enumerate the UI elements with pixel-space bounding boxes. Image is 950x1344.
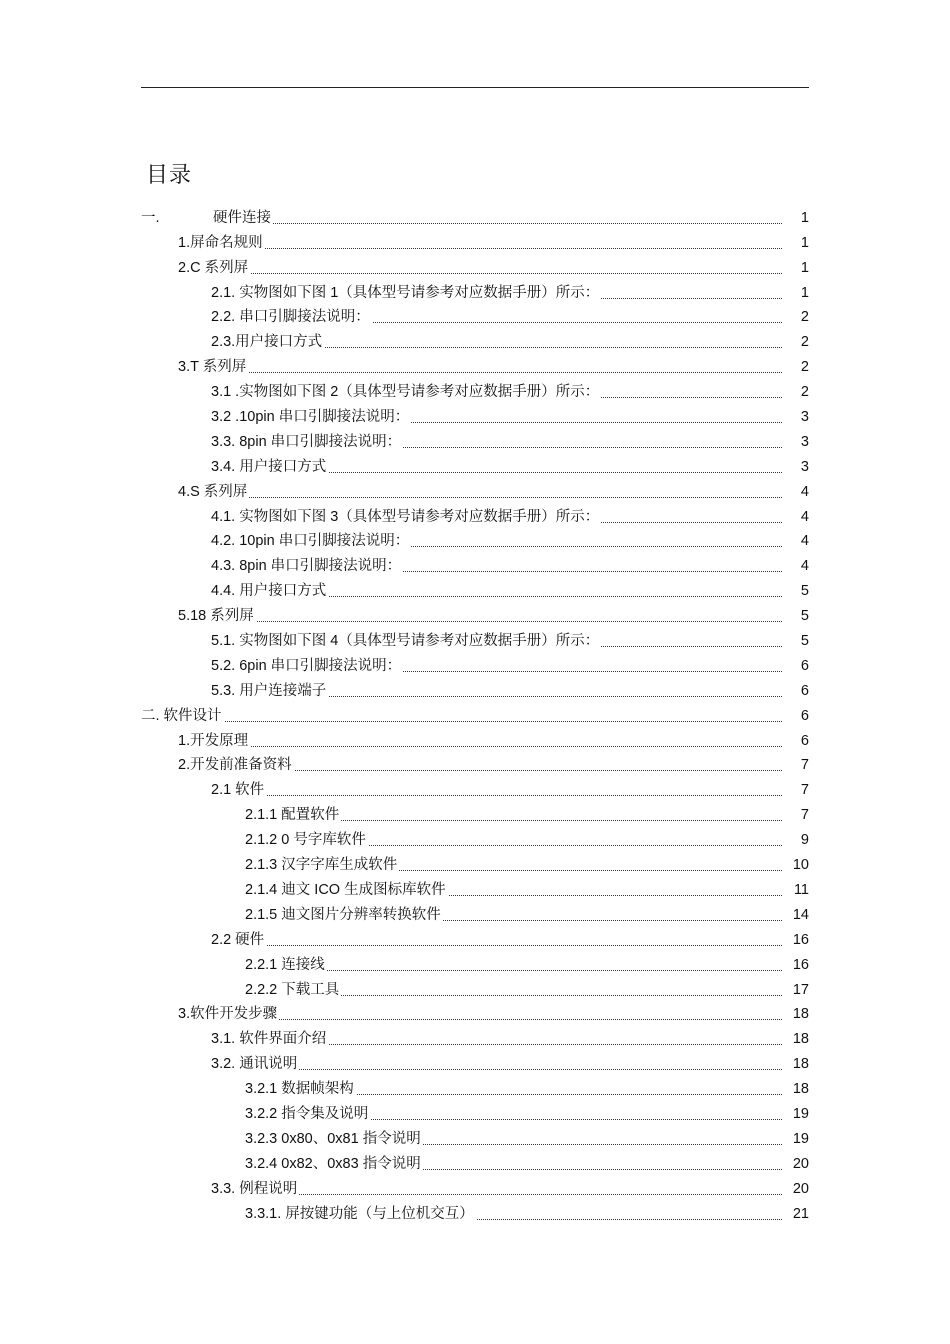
toc-entry-title: [211, 931, 266, 949]
toc-entry-title: [178, 607, 256, 625]
toc-entry[interactable]: [0, 1001, 950, 1026]
toc-entry-page: 18: [782, 1005, 809, 1023]
toc-entry-title: [245, 806, 341, 824]
toc-entry-page: 10: [782, 856, 809, 874]
toc-entry-label: 2.2 硬件: [211, 931, 265, 948]
toc-entry-title: [211, 682, 328, 700]
toc-entry-title: [211, 657, 403, 675]
toc-entry-page: 2: [782, 333, 809, 351]
toc-dot-leader: [178, 248, 800, 249]
toc-entry-label: 4.4. 用户接口方式: [211, 583, 327, 600]
toc-entry[interactable]: [0, 1075, 950, 1100]
toc-entry-title: [178, 1005, 279, 1023]
toc-entry[interactable]: [0, 1150, 950, 1175]
toc-entry-label: 硬件连接: [213, 209, 271, 226]
toc-entry[interactable]: [0, 378, 950, 403]
toc-entry-page: 3: [782, 408, 809, 426]
toc-entry-title: [178, 483, 249, 501]
toc-entry-page: 19: [782, 1105, 809, 1123]
toc-entry-label: 5.3. 用户连接端子: [211, 682, 327, 699]
toc-entry[interactable]: [0, 951, 950, 976]
toc-entry-title: [211, 532, 411, 550]
toc-entry-page: 7: [782, 806, 809, 824]
toc-entry-page: 5: [782, 582, 809, 600]
toc-dot-leader: [178, 372, 800, 373]
toc-entry[interactable]: [0, 1125, 950, 1150]
toc-entry-page: 3: [782, 458, 809, 476]
toc-entry-title: [178, 234, 265, 252]
toc-entry[interactable]: [0, 826, 950, 851]
toc-entry[interactable]: [0, 577, 950, 602]
toc-entry-title: [245, 881, 448, 899]
toc-entry-page: 2: [782, 308, 809, 326]
toc-entry-title: [245, 1080, 356, 1098]
table-of-contents: [0, 204, 950, 1225]
toc-entry-label: 3.2.2 指令集及说明: [245, 1105, 369, 1122]
toc-dot-leader: [178, 746, 800, 747]
toc-entry-label: 2.1.2 0 号字库软件: [245, 832, 366, 849]
toc-entry-page: 16: [782, 956, 809, 974]
toc-entry[interactable]: [0, 428, 950, 453]
toc-entry-page: 7: [782, 756, 809, 774]
toc-entry-page: 6: [782, 682, 809, 700]
toc-entry[interactable]: [0, 1175, 950, 1200]
toc-entry-page: 1: [782, 234, 809, 252]
toc-entry-page: 4: [782, 483, 809, 501]
toc-entry-page: 1: [782, 284, 809, 302]
toc-entry[interactable]: [0, 851, 950, 876]
toc-entry-label: 1.屏命名规则: [178, 234, 263, 251]
toc-entry-page: 7: [782, 781, 809, 799]
toc-dot-leader: [141, 721, 800, 722]
toc-entry-label: 1.开发原理: [178, 732, 249, 749]
toc-entry-title: [141, 707, 224, 725]
toc-entry-label: 2.开发前准备资料: [178, 757, 292, 774]
toc-entry[interactable]: [0, 1025, 950, 1050]
toc-entry-title: [245, 906, 443, 924]
toc-entry-title: [245, 1130, 423, 1148]
toc-entry-label: 2.1. 实物图如下图 1（具体型号请参考对应数据手册）所示：: [211, 284, 600, 301]
toc-entry-page: 2: [782, 383, 809, 401]
toc-entry-label: 3.3. 例程说明: [211, 1180, 298, 1197]
toc-entry[interactable]: [0, 876, 950, 901]
toc-entry-page: 4: [782, 508, 809, 526]
toc-entry-page: 4: [782, 532, 809, 550]
toc-dot-leader: [178, 621, 800, 622]
toc-entry-title: [245, 1155, 423, 1173]
toc-entry-page: 21: [782, 1205, 809, 1223]
toc-entry-page: 4: [782, 557, 809, 575]
toc-entry[interactable]: [0, 652, 950, 677]
toc-entry-title: [211, 508, 601, 526]
toc-entry-label: 4.3. 8pin 串口引脚接法说明：: [211, 558, 402, 575]
toc-entry-label: 3.2. 通讯说明: [211, 1056, 298, 1073]
toc-entry-title: [211, 1030, 328, 1048]
toc-entry[interactable]: [0, 304, 950, 329]
toc-entry-label: 二. 软件设计: [141, 707, 222, 724]
toc-entry[interactable]: [0, 328, 950, 353]
toc-entry-label: 2.1.1 配置软件: [245, 807, 340, 824]
toc-entry-page: 16: [782, 931, 809, 949]
toc-entry[interactable]: [0, 727, 950, 752]
toc-entry-label: 3.T 系列屏: [178, 359, 247, 376]
toc-entry-page: 2: [782, 358, 809, 376]
toc-entry-label: 3.2 .10pin 串口引脚接法说明：: [211, 409, 410, 426]
toc-entry[interactable]: [0, 1100, 950, 1125]
toc-dot-leader: [245, 970, 800, 971]
header-rule: [141, 87, 809, 88]
toc-entry-label: 2.2. 串口引脚接法说明：: [211, 309, 370, 326]
toc-entry-page: 6: [782, 657, 809, 675]
toc-entry-title: [211, 781, 266, 799]
toc-entry-title: [178, 732, 250, 750]
toc-dot-leader: [178, 273, 800, 274]
toc-dot-leader: [211, 1069, 800, 1070]
toc-entry-page: 11: [782, 881, 809, 899]
toc-entry-title: [211, 458, 328, 476]
toc-entry-label: 2.3.用户接口方式: [211, 334, 323, 351]
toc-entry-title: [178, 756, 294, 774]
toc-entry-page: 1: [782, 259, 809, 277]
toc-entry[interactable]: [0, 1050, 950, 1075]
toc-entry-page: 14: [782, 906, 809, 924]
toc-entry-title: [211, 284, 601, 302]
toc-entry-label: 5.2. 6pin 串口引脚接法说明：: [211, 657, 402, 674]
toc-entry-label: 3.2.3 0x80、0x81 指令说明: [245, 1130, 421, 1147]
toc-entry-label: 5.1. 实物图如下图 4（具体型号请参考对应数据手册）所示：: [211, 633, 600, 650]
toc-entry-label: 4.1. 实物图如下图 3（具体型号请参考对应数据手册）所示：: [211, 508, 600, 525]
toc-entry-title: [211, 408, 411, 426]
toc-dot-leader: [178, 497, 800, 498]
toc-entry-page: 9: [782, 831, 809, 849]
toc-entry[interactable]: [0, 204, 950, 229]
toc-entry-title: [211, 632, 601, 650]
toc-entry-page: 17: [782, 981, 809, 999]
toc-dot-leader: [211, 945, 800, 946]
toc-entry-label: 3.2.4 0x82、0x83 指令说明: [245, 1155, 421, 1172]
toc-entry-title: [141, 209, 273, 227]
toc-title: [146, 158, 192, 189]
toc-entry-title: [245, 1205, 476, 1223]
toc-entry[interactable]: [0, 478, 950, 503]
toc-entry[interactable]: [0, 776, 950, 801]
toc-entry[interactable]: [0, 552, 950, 577]
toc-entry-page: 18: [782, 1080, 809, 1098]
toc-entry-page: 19: [782, 1130, 809, 1148]
toc-entry-title: [211, 308, 372, 326]
toc-entry-label: 2.1.5 迪文图片分辨率转换软件: [245, 906, 441, 923]
toc-title-text: 目录: [146, 162, 193, 187]
toc-entry-title: [211, 433, 403, 451]
toc-entry-label: 3.4. 用户接口方式: [211, 458, 327, 475]
toc-entry-title: [211, 582, 328, 600]
toc-entry[interactable]: [0, 901, 950, 926]
toc-entry-label: 4.2. 10pin 串口引脚接法说明：: [211, 533, 410, 550]
toc-entry-label: 3.3.1. 屏按键功能（与上位机交互）: [245, 1205, 474, 1222]
toc-entry-title: [178, 358, 248, 376]
toc-entry[interactable]: [0, 403, 950, 428]
toc-entry-title: [245, 856, 399, 874]
toc-dot-leader: [211, 795, 800, 796]
toc-entry-page: 3: [782, 433, 809, 451]
toc-entry-page: 5: [782, 632, 809, 650]
toc-entry[interactable]: [0, 602, 950, 627]
toc-dot-leader: [211, 1194, 800, 1195]
toc-entry-number: 一.: [141, 209, 160, 226]
toc-entry-title: [245, 981, 341, 999]
toc-entry-title: [211, 1180, 299, 1198]
toc-entry-label: 2.1.4 迪文 ICO 生成图标库软件: [245, 881, 446, 898]
toc-entry-page: 6: [782, 707, 809, 725]
toc-entry-label: 4.S 系列屏: [178, 483, 248, 500]
toc-entry-page: 20: [782, 1155, 809, 1173]
toc-entry-title: [211, 1055, 299, 1073]
toc-entry[interactable]: [0, 503, 950, 528]
toc-entry-page: 20: [782, 1180, 809, 1198]
toc-entry[interactable]: [0, 976, 950, 1001]
toc-entry-label: 3.1. 软件界面介绍: [211, 1031, 327, 1048]
toc-entry-label: 2.2.1 连接线: [245, 956, 325, 973]
toc-entry-title: [211, 557, 403, 575]
toc-entry[interactable]: [0, 453, 950, 478]
toc-entry-label: 2.2.2 下载工具: [245, 981, 340, 998]
toc-entry-title: [245, 831, 368, 849]
toc-entry-page: 5: [782, 607, 809, 625]
toc-entry[interactable]: [0, 353, 950, 378]
toc-entry-page: 18: [782, 1030, 809, 1048]
toc-entry-title: [211, 333, 324, 351]
toc-entry[interactable]: [0, 752, 950, 777]
toc-entry-page: 18: [782, 1055, 809, 1073]
toc-entry[interactable]: [0, 926, 950, 951]
toc-entry[interactable]: [0, 1200, 950, 1225]
toc-entry-page: 6: [782, 732, 809, 750]
toc-entry[interactable]: [0, 677, 950, 702]
toc-entry-label: 2.C 系列屏: [178, 259, 249, 276]
toc-entry-label: 3.2.1 数据帧架构: [245, 1081, 354, 1098]
toc-entry-page: 1: [782, 209, 809, 227]
toc-entry[interactable]: [0, 279, 950, 304]
toc-entry[interactable]: [0, 229, 950, 254]
toc-entry[interactable]: [0, 702, 950, 727]
toc-entry-title: [211, 383, 601, 401]
toc-entry-title: [245, 1105, 370, 1123]
toc-entry-label: 5.18 系列屏: [178, 608, 254, 625]
toc-entry-title: [178, 259, 250, 277]
toc-entry-label: 3.3. 8pin 串口引脚接法说明：: [211, 433, 402, 450]
toc-entry-label: 3.软件开发步骤: [178, 1006, 278, 1023]
toc-entry[interactable]: [0, 254, 950, 279]
toc-entry-label: 2.1 软件: [211, 782, 265, 799]
toc-entry[interactable]: [0, 528, 950, 553]
toc-entry-label: 3.1 .实物图如下图 2（具体型号请参考对应数据手册）所示：: [211, 384, 600, 401]
toc-entry-label: 2.1.3 汉字字库生成软件: [245, 857, 398, 874]
toc-entry[interactable]: [0, 627, 950, 652]
toc-entry[interactable]: [0, 801, 950, 826]
toc-entry-title: [245, 956, 327, 974]
